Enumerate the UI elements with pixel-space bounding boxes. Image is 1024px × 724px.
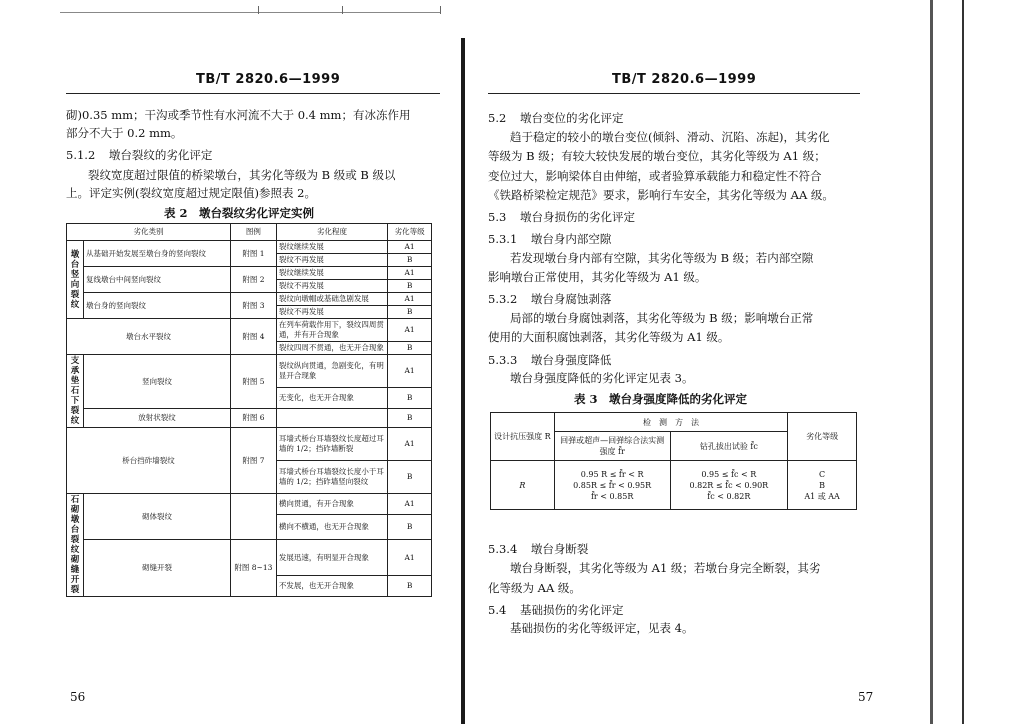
degree-cell: 裂纹继续发展 <box>276 267 387 280</box>
section-number: 5.2 <box>488 111 507 125</box>
type-cell: 从基础开始发展至墩台身的竖向裂纹 <box>83 241 230 267</box>
figure-cell: 附图 7 <box>230 428 276 494</box>
table-caption: 表 3 墩台身强度降低的劣化评定 <box>574 392 748 406</box>
grade-cell: B <box>388 280 432 293</box>
degree-cell: 裂纹不再发展 <box>276 306 387 319</box>
type-cell: 墩台身的竖向裂纹 <box>83 293 230 319</box>
section-title: 基础损伤的劣化评定 <box>519 603 624 617</box>
method1-cell <box>554 461 670 510</box>
page-number: 57 <box>858 690 874 704</box>
table-row <box>67 494 432 515</box>
degree-cell: 裂纹纵向贯通，急剧变化，有明显开合现象 <box>276 355 387 388</box>
body-line: 化等级为 AA 级。 <box>488 581 581 595</box>
body-line: 使用的大面积腐蚀剥落，其劣化等级为 A1 级。 <box>488 330 730 344</box>
type-cell: 复线墩台中间竖向裂纹 <box>83 267 230 293</box>
grade-text: A1 或 AA <box>804 491 840 501</box>
figure-cell <box>230 494 276 540</box>
degree-cell: 裂纹向墩帽或基础急剧发展 <box>276 293 387 306</box>
body-line: 上。评定实例(裂纹宽度超过规定限值)参照表 2。 <box>66 186 316 200</box>
range-text: f̄r < 0.85R <box>590 491 634 501</box>
table-caption: 表 2 墩台裂纹劣化评定实例 <box>164 206 315 220</box>
section-number: 5.3 <box>488 210 507 224</box>
page-edge <box>930 0 933 724</box>
section-title: 墩台身断裂 <box>530 542 589 556</box>
range-text: 0.82R ≤ f̄c < 0.90R <box>689 480 769 490</box>
grade-cell: B <box>388 576 432 597</box>
figure-cell: 附图 6 <box>230 409 276 428</box>
header-cell: 劣化类别 <box>67 224 231 241</box>
range-text: 0.95 ≤ f̄c < R <box>701 469 757 479</box>
page-header: TB/T 2820.6—1999 <box>612 72 757 87</box>
figure-cell: 附图 5 <box>230 355 276 409</box>
degree-cell: 发展迅速，有明显开合现象 <box>276 540 387 576</box>
section-number: 5.3.4 <box>488 542 518 556</box>
page-number: 56 <box>70 690 86 704</box>
body-line: 趋于稳定的较小的墩台变位(倾斜、滑动、沉陷、冻起)，其劣化 <box>510 130 830 144</box>
section-title: 墩台身损伤的劣化评定 <box>519 210 635 224</box>
figure-cell: 附图 2 <box>230 267 276 293</box>
table-row <box>67 409 432 428</box>
header-cell: 图例 <box>230 224 276 241</box>
body-line: 局部的墩台身腐蚀剥落，其劣化等级为 B 级；影响墩台正常 <box>510 311 814 325</box>
degree-cell: 裂纹不再发展 <box>276 280 387 293</box>
range-text: 0.85R ≤ f̄r < 0.95R <box>573 480 652 490</box>
section-heading <box>488 209 635 225</box>
type-cell: 桥台挡砟墙裂纹 <box>67 428 231 494</box>
grade-cell: A1 <box>388 267 432 280</box>
grade-cell: A1 <box>388 494 432 515</box>
body-line: 裂纹宽度超过限值的桥梁墩台，其劣化等级为 B 级或 B 级以 <box>88 168 396 182</box>
grade-cell: B <box>388 515 432 540</box>
table-row <box>67 267 432 280</box>
body-line: 墩台身断裂，其劣化等级为 A1 级；若墩台身完全断裂，其劣 <box>510 561 821 575</box>
degree-cell: 耳墙式桥台耳墙裂纹长度超过耳墙的 1/2；挡砟墙断裂 <box>276 428 387 461</box>
grade-cell: B <box>388 254 432 267</box>
header-cell: 劣化等级 <box>388 224 432 241</box>
section-number: 5.4 <box>488 603 507 617</box>
range-text: 0.95 R ≤ f̄r < R <box>580 469 644 479</box>
section-title: 墩台身强度降低 <box>530 353 612 367</box>
grade-cell: B <box>388 461 432 494</box>
section-heading <box>488 352 611 368</box>
header-rule <box>488 93 860 94</box>
left-page <box>0 0 462 724</box>
header-cell: 钻孔拔出试验 f̄c <box>670 432 788 461</box>
body-line: 墩台身强度降低的劣化评定见表 3。 <box>510 371 694 385</box>
degree-cell: 裂纹不再发展 <box>276 254 387 267</box>
crack-evaluation-table <box>66 223 432 597</box>
section-heading <box>488 541 588 557</box>
grade-cell: A1 <box>388 319 432 342</box>
strength-evaluation-table <box>490 412 857 510</box>
figure-cell: 附图 1 <box>230 241 276 267</box>
table-row <box>67 293 432 306</box>
grade-cell: A1 <box>388 540 432 576</box>
grade-cell: B <box>388 342 432 355</box>
section-number: 5.3.3 <box>488 353 518 367</box>
section-heading <box>488 231 611 247</box>
degree-cell: 横向贯通，有开合现象 <box>276 494 387 515</box>
degree-cell: 裂纹继续发展 <box>276 241 387 254</box>
section-title: 墩台裂纹的劣化评定 <box>108 148 213 162</box>
degree-cell: 无变化，也无开合现象 <box>276 388 387 409</box>
degree-cell: 横向不横通，也无开合现象 <box>276 515 387 540</box>
section-title: 墩台身内部空隙 <box>530 232 612 246</box>
degree-cell: 在列车荷载作用下，裂纹四周贯通，并有开合现象 <box>276 319 387 342</box>
page-header: TB/T 2820.6—1999 <box>196 72 341 87</box>
header-cell: 劣化等级 <box>788 413 857 461</box>
grade-cell: A1 <box>388 241 432 254</box>
table-row <box>67 540 432 576</box>
body-line: 砌)0.35 mm；干沟或季节性有水河流不大于 0.4 mm；有冰冻作用 <box>66 108 411 122</box>
grade-cell: A1 <box>388 428 432 461</box>
body-line: 部分不大于 0.2 mm。 <box>66 126 183 140</box>
body-line: 基础损伤的劣化等级评定，见表 4。 <box>510 621 694 635</box>
degree-cell: 耳墙式桥台耳墙裂纹长度小于耳墙的 1/2；挡砟墙竖向裂纹 <box>276 461 387 494</box>
degree-cell: 不发展，也无开合现象 <box>276 576 387 597</box>
page-edge <box>962 0 964 724</box>
grade-cell: B <box>388 388 432 409</box>
section-heading <box>488 110 623 126</box>
section-heading <box>66 147 212 163</box>
table-header-row <box>67 224 432 241</box>
section-heading <box>488 602 623 618</box>
header-cell: 检 测 方 法 <box>554 413 787 432</box>
grade-text: B <box>819 480 826 490</box>
table-row <box>67 428 432 461</box>
body-line: 影响墩台正常使用，其劣化等级为 A1 级。 <box>488 270 707 284</box>
grade-cell: A1 <box>388 293 432 306</box>
group-label: 支承垫石下裂纹 <box>67 355 84 428</box>
section-title: 墩台身腐蚀剥落 <box>530 292 612 306</box>
figure-cell: 附图 3 <box>230 293 276 319</box>
section-number: 5.3.2 <box>488 292 518 306</box>
grade-text: C <box>819 469 826 479</box>
degree-cell: 裂纹四周不贯通，也无开合现象 <box>276 342 387 355</box>
header-cell: 回弹或超声—回弹综合法实测强度 f̄r <box>554 432 670 461</box>
type-cell: 砌体裂纹 <box>83 494 230 540</box>
section-heading <box>488 291 611 307</box>
header-cell: 劣化程度 <box>276 224 387 241</box>
table-row <box>67 319 432 342</box>
grade-cell: A1 <box>388 355 432 388</box>
group-label: 墩台竖向裂纹 <box>67 241 84 319</box>
table-row <box>67 241 432 254</box>
header-cell: 设计抗压强度 R <box>491 413 555 461</box>
table-row <box>491 461 857 510</box>
body-line: 若发现墩台身内部有空隙，其劣化等级为 B 级；若内部空隙 <box>510 251 814 265</box>
section-number: 5.1.2 <box>66 148 96 162</box>
design-strength-cell: R <box>491 461 555 510</box>
figure-cell: 附图 8~13 <box>230 540 276 597</box>
section-title: 墩台变位的劣化评定 <box>519 111 624 125</box>
type-cell: 竖向裂纹 <box>83 355 230 409</box>
type-cell: 放射状裂纹 <box>83 409 230 428</box>
grade-cell <box>788 461 857 510</box>
method2-cell <box>670 461 788 510</box>
body-line: 变位过大，影响梁体自由伸缩，或者验算承载能力和稳定性不符合 <box>488 169 822 183</box>
type-cell: 墩台水平裂纹 <box>67 319 231 355</box>
table-row <box>67 355 432 388</box>
section-number: 5.3.1 <box>488 232 518 246</box>
degree-cell <box>276 409 387 428</box>
group-label: 石砌墩台裂纹砌缝开裂 <box>67 494 84 597</box>
grade-cell: B <box>388 306 432 319</box>
body-line: 《铁路桥梁检定规范》要求，影响行车安全，其劣化等级为 AA 级。 <box>488 188 834 202</box>
body-line: 等级为 B 级；有较大较快发展的墩台变位，其劣化等级为 A1 级； <box>488 149 826 163</box>
figure-cell: 附图 4 <box>230 319 276 355</box>
type-cell: 砌缝开裂 <box>83 540 230 597</box>
table-header-row <box>491 413 857 432</box>
header-rule <box>66 93 440 94</box>
range-text: f̄c < 0.82R <box>707 491 751 501</box>
grade-cell: B <box>388 409 432 428</box>
